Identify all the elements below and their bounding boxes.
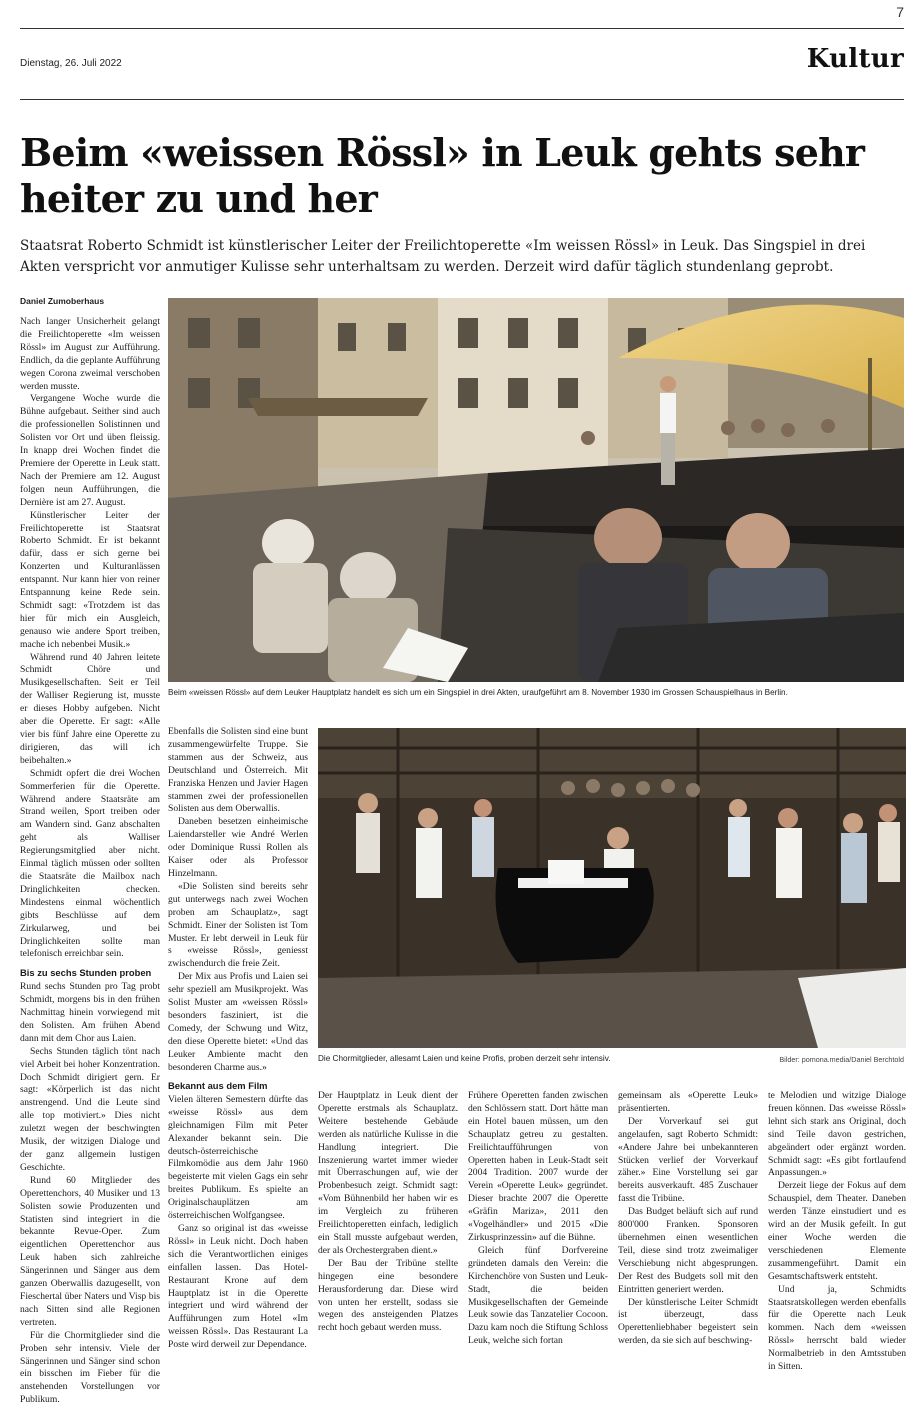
choir-rehearsal-photo [318, 728, 906, 1048]
subheading: Bis zu sechs Stunden proben [20, 967, 152, 979]
paragraph: Sechs Stunden täglich tönt nach viel Arbeit bei hoher Konzentration. Doch Schmidt dirigiert gern. Er sagt: «Körperlich ist das nicht anstrengend. Und die Leute sind alle top motiviert.» Dies nicht zuletzt wegen der beschwingten Musik, der witzigen Dialoge und der ganz allgemein lustigen Geschichte. [20, 1045, 160, 1173]
article-column-6 [768, 1090, 906, 1373]
article-column-4 [468, 1090, 608, 1356]
choir-rehearsal-illustration [318, 728, 906, 1048]
paragraph: Der Mix aus Profis und Laien sei sehr speziell am Musikprojekt. Was Solist Muster am «weissen Rössl» besonders fasziniert, ist die Comedy, der Schwung und Witz, den diese Operette bietet: «Und das Leuker Ambiente macht den besonderen Charme aus.» [168, 971, 308, 1073]
paragraph: Der Bau der Tribüne stellte hingegen eine besondere Herausforderung dar. Diese wird von unten her erstellt, sodass sie wegen des ansteigenden Platzes recht hoch gebaut werden muss. [318, 1257, 458, 1334]
byline: Daniel Zumoberhaus [20, 296, 105, 306]
paragraph: Frühere Operetten fanden zwischen den Schlössern statt. Dort hätte man ein Hotel bauen müssen, um den Schauplatz getreu zu gestalten. Freilichtaufführungen von Operetten haben in Leuk-Stadt seit 2004 Tradition. 2007 wurde der Verein «Operette Leuk» gegründet. Dieser brachte 2007 die Operette «Gräfin Mariza», 2011 den «Vogelhändler» und 2015 «Die Zirkusprinzessin» auf die Bühne. [468, 1090, 608, 1243]
article-column-2b [168, 1074, 308, 1356]
paragraph: Rund sechs Stunden pro Tag probt Schmidt, morgens bis in den frühen Nachmittag hinein vorwiegend mit den Solisten. Am frühen Abend dann mit dem Chor aus Laien. [20, 981, 160, 1044]
paragraph: Ebenfalls die Solisten sind eine bunt zusammengewürfelte Truppe. Sie stammen aus der Schweiz, aus Deutschland und Österreich. Mit Franziska Henzen und Javier Hagen stammen zwei der professionellen Solisten aus dem Oberwallis. [168, 726, 308, 815]
paragraph: Der Vorverkauf sei gut angelaufen, sagt Roberto Schmidt: «Andere Jahre bei unbekannteren Stücken verlief der Vorverkauf zäher.» Eine Vorstellung sei gar bereits ausverkauft. 485 Zuschauer fasst die Tribüne. [618, 1115, 758, 1205]
issue-date: Dienstag, 26. Juli 2022 [20, 58, 122, 69]
paragraph: Daneben besetzen einheimische Laiendarsteller wie André Werlen oder Dominique Russi Rollen als Kaiser oder als Professor Hinzelmann. [168, 816, 308, 879]
stage-rehearsal-photo [168, 298, 904, 682]
article-column-5 [618, 1090, 758, 1356]
article-lead: Staatsrat Roberto Schmidt ist künstlerischer Leiter der Freilichtoperette «Im weissen Rössl» in Leuk. Das Singspiel in drei Akten verspricht vor anmutiger Kulisse sehr unterhaltsam zu werden. Derzeit wird dafür täglich stundenlang geprobt. [20, 238, 866, 275]
article-column-2a [168, 726, 308, 1071]
paragraph: gemeinsam als «Operette Leuk» präsentierten. [618, 1090, 758, 1114]
paragraph: Während rund 40 Jahren leitete Schmidt Chöre und Musikgesellschaften. Seit er Teil der Walliser Regierung ist, musste er dieses Hobby aufgeben. Nicht aber die Operette. Er sagt: «Alle vier bis fünf Jahre eine Operette zu dirigieren, das will ich beibehalten.» [20, 651, 160, 766]
paragraph: Gleich fünf Dorfvereine gründeten damals den Verein: die Kirchenchöre von Susten und Leuk-Stadt, die beiden Musikgesellschaften der Gemeinde Leuk sowie das Tanzatelier Cocoon. Dazu kam noch die Stiftung Schloss Leuk, welche sich fortan [468, 1244, 608, 1347]
header-rule [20, 99, 904, 100]
photo-caption: Die Chormitglieder, allesamt Laien und keine Profis, proben derzeit sehr intensiv. [318, 1054, 611, 1063]
paragraph: Nach langer Unsicherheit gelangt die Freilichtoperette «Im weissen Rössl» im August zur Aufführung. Endlich, da die geplante Aufführung wegen Corona zweimal verschoben werden musste. [20, 316, 160, 392]
stage-rehearsal-illustration [168, 298, 904, 682]
paragraph: Rund 60 Mitglieder des Operettenchors, 40 Musiker und 13 Solisten sowie Produzenten und Statisten sind integriert in die bekannte Revue-Oper. Zum eigentlichen Operettenchor aus Leuk haben sich zahlreiche Sängerinnen und Sänger aus dem ganzen Oberwallis dazugesellt, von Fieschertal über Naters und Visp bis nach Sitten sind alle Regionen vertreten. [20, 1174, 160, 1328]
paragraph: Vielen älteren Semestern dürfte das «weisse Rössl» aus dem gleichnamigen Film mit Peter Alexander bekannt sein. Die deutsch-österreichische Filmkomödie aus dem Jahr 1960 begeisterte mit vielen Gags ein sehr breites Publikum. Es spielte an Originalschauplätzen am österreichischen Wolfgangsee. [168, 1093, 308, 1222]
section-title: Kultur [806, 44, 904, 74]
paragraph: Der künstlerische Leiter Schmidt ist überzeugt, dass Operettenliebhaber begeistert sein werden, da sie sich auf beschwing- [618, 1296, 758, 1347]
paragraph: Vergangene Woche wurde die Bühne aufgebaut. Seither sind auch die professionellen Solistinnen und Solisten vor Ort und üben fleissig. In knapp drei Wochen findet die Premiere der Operette in Leuk statt. Nach der Premiere am 12. August folgen neun Aufführungen, die Dernière ist am 27. August. [20, 393, 160, 508]
paragraph: Derzeit liege der Fokus auf dem Schauspiel, dem Theater. Daneben werden Tänze einstudiert und es wird an der Musik gefeilt. In gut einer Woche werden die verschiedenen Elemente zusammengeführt. Damit ein Gesamtschaftswerk entsteht. [768, 1180, 906, 1282]
paragraph: Künstlerischer Leiter der Freilichtoperette ist Staatsrat Roberto Schmidt. Er ist bekannt dafür, dass er sich gerne bei Konzerten und Kulturanlässen entspannt. Nur kann hier von reiner Entspannung keine Rede sein. Schmidt sagt: «Trotzdem ist das hier für mich ein Ausgleich, genauso wie andere Sport treiben, mache ich nebenbei Musik.» [20, 509, 160, 650]
page-number: 7 [896, 4, 904, 20]
article-headline: Beim «weissen Rössl» in Leuk gehts sehr heiter zu und her [20, 130, 865, 221]
photo-credit: Bilder: pomona.media/Daniel Berchtold [779, 1055, 904, 1064]
paragraph: Und ja, Schmidts Staatsratskollegen werden ebenfalls für die Operette nach Leuk kommen. Nach dem «weissen Rössl» herrscht bald wieder Normalbetrieb in den Amtsstuben in Sitten. [768, 1283, 906, 1373]
paragraph: Ganz so original ist das «weisse Rössl» in Leuk nicht. Doch haben sich die Verantwortlichen einiges einfallen lassen. Das Hotel-Restaurant Krone auf dem Hauptplatz ist in die Operette integriert und wird während der Aufführungen zum Hotel «Im weissen Rössl». Das Restaurant La Poste wird derweil zur Dependance. [168, 1222, 308, 1351]
paragraph: Schmidt opfert die drei Wochen Sommerferien für die Operette. Während andere Staatsräte am Strand weilen, Sport treiben oder am Wandern sind. Ganz abschalten geht als Walliser Regierungsmitglied aber nicht. Einmal täglich müssen oder sollten die Staatsräte die Mailbox nach Dringlichkeiten checken. Mindestens einmal wöchentlich gibts Beschlüsse auf dem Zirkularweg, und bei Dringlichkeiten sollte man telefonisch erreichbar sein. [20, 767, 160, 960]
photo-caption: Beim «weissen Rössl» auf dem Leuker Hauptplatz handelt es sich um ein Singspiel in drei Akten, uraufgeführt am 8. November 1930 im Grossen Schauspielhaus in Berlin. [168, 688, 788, 697]
paragraph: Für die Chormitglieder sind die Proben sehr intensiv. Viele der Sängerinnen und Sänger sind schon ein bisschen im Fieber für die anstehenden Vorstellungen vor Publikum. [20, 1329, 160, 1406]
top-rule [20, 28, 904, 29]
paragraph: Das Budget beläuft sich auf rund 800'000 Franken. Sponsoren übernehmen einen wesentlichen Teil, diese sind trotz zweimaliger Verschiebung nicht abgesprungen. Der Rest des Budgets soll mit den Eintritten generiert werden. [618, 1206, 758, 1295]
article-column-1 [20, 316, 160, 1406]
paragraph: «Die Solisten sind bereits sehr gut unterwegs nach zwei Wochen proben am Schauplatz», sagt Schmidt. Einer der Solisten ist Tom Muster. Er lebt derweil in Leuk für s «weisse Rössl», geniesst zwischendurch die freie Zeit. [168, 880, 308, 970]
subheading: Bekannt aus dem Film [168, 1080, 268, 1091]
paragraph: te Melodien und witzige Dialoge freuen können. Das «weisse Rössl» lehnt sich stark ans Original, doch sind Teile davon gestrichen, abgeändert oder ergänzt worden. Schmidt sagt: «Es gibt fortlaufend Anpassungen.» [768, 1090, 906, 1179]
paragraph: Der Hauptplatz in Leuk dient der Operette erstmals als Schauplatz. Weitere bestehende Gebäude werden als natürliche Kulisse in die Handlung integriert. Die Inszenierung wartet immer wieder mit Überraschungen auf, wie der Probenbesuch zeigt. Schmidt sagt: «Vom Bühnenbild her haben wir es im Vergleich zu früheren Freilichtoperetten einfach, lediglich ein Stall musste aufgebaut werden, der als Orchestergraben dient.» [318, 1090, 458, 1256]
article-column-3 [318, 1090, 458, 1356]
